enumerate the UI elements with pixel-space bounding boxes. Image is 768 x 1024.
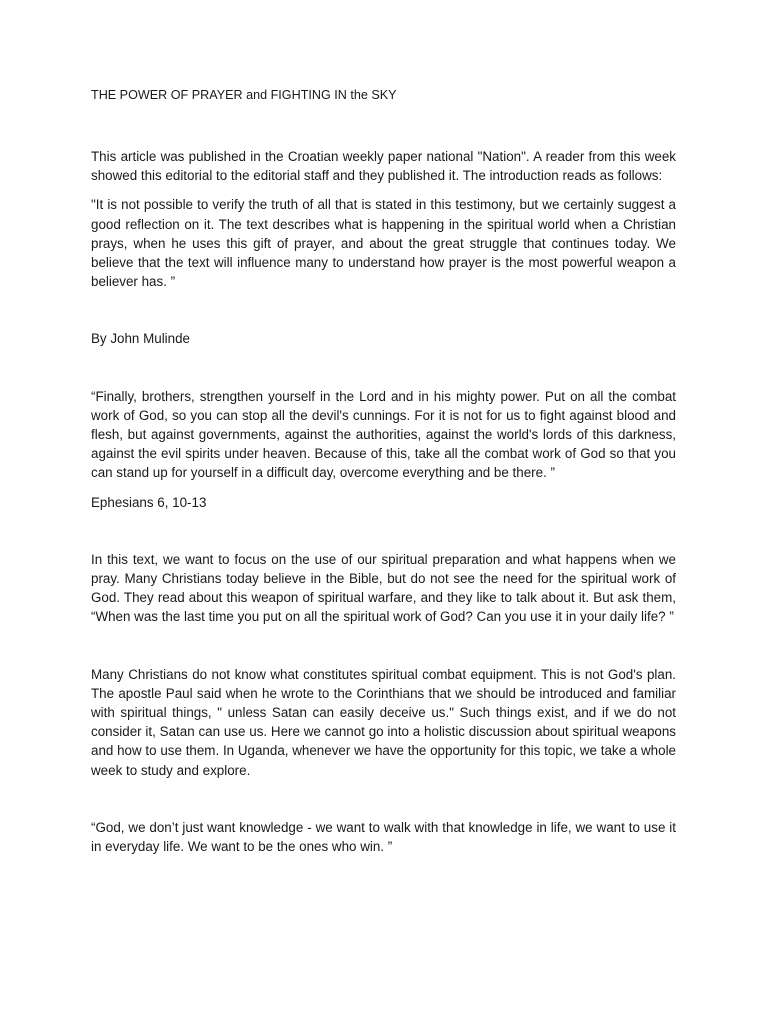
author-byline: By John Mulinde — [91, 331, 190, 347]
paragraph-scripture-quote: “Finally, brothers, strengthen yourself in the Lord and in his mighty power. Put on all the combat work of God, so you can stop all the devil's cunnings. For it is not for us to fight against blood and flesh, but against governments, against the authorities, against the world's lords of this darkness, against the evil spirits under heaven. Because of this, take all the combat work of God so that you can stand up for yourself in a difficult day, overcome everything and be there. ” — [91, 388, 676, 481]
paragraph-combat-equipment: Many Christians do not know what constitutes spiritual combat equipment. This is not God's plan. The apostle Paul said when he wrote to the Corinthians that we should be introduced and familiar with spiritual things, " unless Satan can easily deceive us." Such things exist, and if we do not consider it, Satan can use us. Here we cannot go into a holistic discussion about spiritual weapons and how to use them. In Uganda, whenever we have the opportunity for this topic, we take a whole week to study and explore. — [91, 666, 676, 778]
document-title: THE POWER OF PRAYER and FIGHTING IN the SKY — [91, 88, 397, 102]
paragraph-intro: This article was published in the Croatian weekly paper national "Nation". A reader from this week showed this editorial to the editorial staff and they published it. The introduction reads as follows: — [91, 149, 676, 184]
paragraph-focus: In this text, we want to focus on the use of our spiritual preparation and what happens when we pray. Many Christians today believe in the Bible, but do not see the need for the spiritual work of God. They read about this weapon of spiritual warfare, and they like to talk about it. But ask them, “When was the last time you put on all the spiritual work of God? Can you use it in your daily life? ” — [91, 551, 676, 625]
paragraph-closing-quote: “God, we don’t just want knowledge - we want to walk with that knowledge in life, we want to use it in everyday life. We want to be the ones who win. ” — [91, 819, 676, 855]
document-page — [91, 86, 676, 856]
scripture-reference: Ephesians 6, 10-13 — [91, 494, 207, 510]
paragraph-editor-quote: "It is not possible to verify the truth of all that is stated in this testimony, but we certainly suggest a good reflection on it. The text describes what is happening in the spiritual world when a Christian prays, when he uses this gift of prayer, and about the great struggle that continues today. We believe that the text will influence many to understand how prayer is the most powerful weapon a believer has. ” — [91, 197, 676, 290]
